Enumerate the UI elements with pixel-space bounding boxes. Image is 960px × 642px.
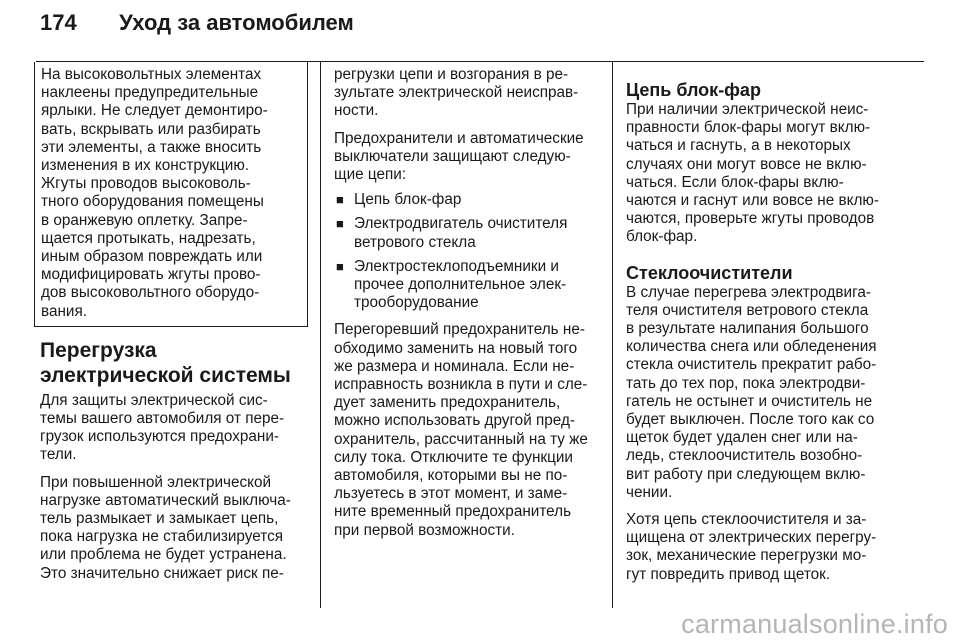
text-line: тели. — [40, 446, 77, 464]
text-line: При наличии электрической неис- — [626, 101, 869, 118]
text-line: пока нагрузка не стабилизируется — [40, 528, 284, 546]
watermark: carmanualsonline.info — [681, 609, 948, 639]
warning-text-line: тного оборудования помещены — [41, 193, 264, 211]
section-heading-overload — [40, 338, 312, 388]
paragraph — [334, 66, 606, 121]
paragraph — [40, 392, 312, 465]
text-line: дует заменить предохранитель, — [334, 394, 561, 412]
column-divider — [612, 62, 613, 608]
section-heading-headlamps: Цепь блок-фар — [626, 80, 761, 100]
text-line: теля очистителя ветрового стекла — [626, 301, 869, 319]
text-line: Для защиты электрической сис- — [40, 391, 268, 409]
text-line: случаях они могут вовсе не вклю- — [626, 155, 867, 173]
text-line: нагрузке автоматический выключа- — [40, 491, 291, 509]
text-line: гатель не остынет и очиститель не — [626, 392, 873, 410]
text-line: грузок используются предохрани- — [40, 428, 280, 446]
section-heading-wipers: Стеклоочистители — [626, 262, 793, 283]
text-line: зок, механические перегрузки мо- — [626, 547, 867, 565]
text-line: Хотя цепь стеклоочистителя и за- — [626, 511, 867, 529]
text-line: количества снега или обледенения — [626, 338, 877, 356]
text-line: В случае перегрева электродвига- — [626, 283, 871, 301]
list-item-text: ветрового стекла — [354, 233, 476, 251]
text-line: стекла очиститель прекратит рабо- — [626, 356, 877, 374]
text-line: исправность возникла в пути и сле- — [334, 376, 588, 394]
paragraph — [626, 101, 898, 247]
text-line: ности. — [334, 102, 379, 120]
text-line: гут повредить привод щеток. — [626, 565, 831, 583]
text-line: вит работу при следующем вклю- — [626, 465, 866, 483]
warning-text-line: вания. — [41, 302, 87, 320]
warning-text-line: На высоковольтных элементах — [41, 66, 262, 83]
warning-text-line: дов высоковольтного оборудо- — [41, 284, 260, 302]
text-line: щие цепи: — [334, 166, 407, 184]
bullet-list — [334, 191, 606, 312]
warning-text-line: вать, вскрывать или разбирать — [41, 120, 261, 138]
paragraph — [40, 474, 312, 583]
list-item-text: Электростеклоподъемники и — [354, 257, 559, 275]
text-line: выключатели защищают следую- — [334, 147, 571, 165]
text-line: же размера и номинала. Если не- — [334, 357, 575, 375]
text-line: темы вашего автомобиля от пере- — [40, 410, 285, 428]
text-line: тать до тех пор, пока электродви- — [626, 374, 866, 392]
warning-text-line: эти элементы, а также вносить — [41, 138, 262, 156]
bullet-square-icon: ■ — [336, 258, 344, 274]
text-line: чении. — [626, 483, 673, 501]
list-item — [334, 215, 606, 251]
warning-text-line: наклеены предупредительные — [41, 84, 259, 102]
list-item-text: прочее дополнительное элек- — [354, 276, 567, 294]
text-line: чаются и гаснут или вовсе не вклю- — [626, 192, 879, 210]
paragraph — [626, 511, 898, 584]
column-3 — [626, 62, 898, 584]
text-line: автомобиля, которыми вы не по- — [334, 467, 568, 485]
text-line: льзуетесь в этот момент, и заме- — [334, 485, 568, 503]
warning-text-line: щается протыкать, надрезать, — [41, 229, 256, 247]
text-line: Предохранители и автоматические — [334, 129, 584, 147]
page-title: Уход за автомобилем — [119, 10, 354, 35]
column-2 — [334, 62, 606, 540]
list-item — [334, 258, 606, 313]
text-line: Перегоревший предохранитель не- — [334, 321, 585, 339]
text-line: правности блок-фары могут вклю- — [626, 119, 871, 137]
paragraph — [334, 321, 606, 539]
text-line: блок-фар. — [626, 228, 698, 246]
text-line: При повышенной электрической — [40, 473, 272, 491]
text-line: обходимо заменить на новый того — [334, 339, 578, 357]
text-line: чаются, проверьте жгуты проводов — [626, 210, 875, 228]
page-number: 174 — [40, 10, 77, 35]
list-item-text: Цепь блок-фар — [354, 191, 462, 209]
text-line: тель размыкает и замыкает цепь, — [40, 510, 279, 528]
warning-text-line: Жгуты проводов высоковоль- — [41, 175, 251, 193]
warning-text-line: в оранжевую оплетку. Запре- — [41, 211, 248, 229]
heading-line: электрической системы — [40, 363, 291, 387]
text-line: Это значительно снижает риск пе- — [40, 564, 284, 582]
text-line: щеток будет удален снег или на- — [626, 429, 858, 447]
text-line: будет выключен. После того как со — [626, 411, 875, 429]
column-divider — [320, 62, 321, 608]
column-1 — [40, 62, 312, 583]
text-line: охранитель, рассчитанный на ту же — [334, 430, 588, 448]
text-line: при первой возможности. — [334, 521, 515, 539]
text-line: силу тока. Отключите те функции — [334, 448, 573, 466]
bullet-square-icon: ■ — [336, 216, 344, 232]
bullet-square-icon: ■ — [336, 192, 344, 208]
warning-text-line: иным образом повреждать или — [41, 248, 263, 266]
text-line: или проблема не будет устранена. — [40, 546, 287, 564]
text-line: чаться и гаснуть, а в некоторых — [626, 137, 851, 155]
paragraph — [626, 284, 898, 502]
text-line: ледь, стеклоочиститель возобно- — [626, 447, 863, 465]
list-item-text: трооборудование — [354, 294, 479, 312]
list-item — [334, 191, 606, 209]
warning-text-line: ярлыки. Не следует демонтиро- — [41, 102, 268, 120]
text-line: можно использовать другой пред- — [334, 412, 575, 430]
text-line: чаться. Если блок-фары вклю- — [626, 173, 844, 191]
paragraph — [334, 130, 606, 185]
warning-text-line: модифицировать жгуты прово- — [41, 266, 261, 284]
page-header — [40, 10, 354, 50]
heading-line: Перегрузка — [40, 338, 157, 362]
text-line: ните временный предохранитель — [334, 503, 572, 521]
list-item-text: Электродвигатель очистителя — [354, 215, 568, 233]
text-line: щищена от электрических перегру- — [626, 529, 877, 547]
warning-box — [34, 62, 308, 327]
text-line: зультате электрической неисправ- — [334, 84, 579, 102]
text-line: регрузки цепи и возгорания в ре- — [334, 66, 569, 83]
warning-text-line: изменения в их конструкцию. — [41, 157, 250, 175]
text-line: в результате налипания большого — [626, 320, 869, 338]
